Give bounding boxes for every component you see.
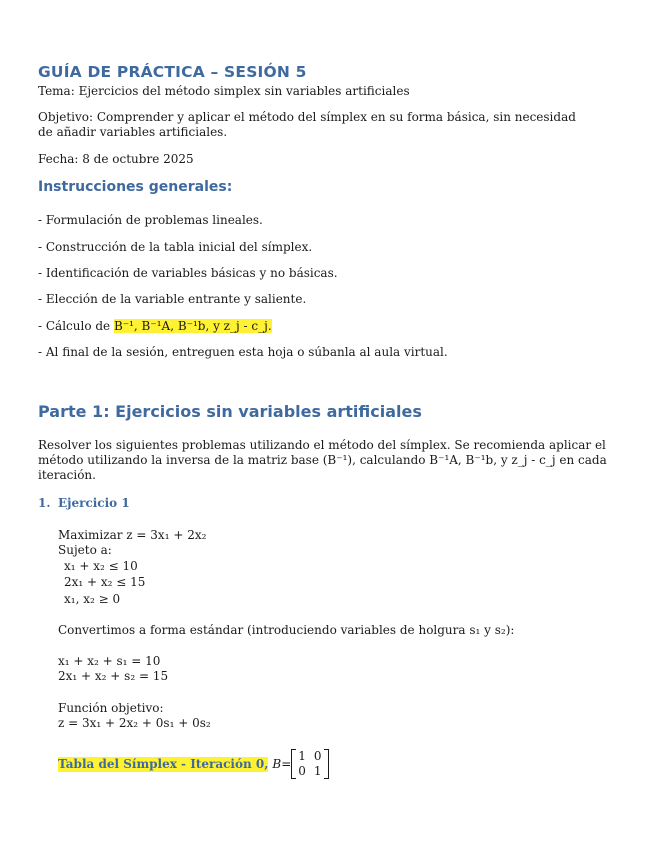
matrix-row xyxy=(296,749,323,764)
page-title: GUÍA DE PRÁCTICA – SESIÓN 5 xyxy=(38,63,307,81)
objective-label: Función objetivo: xyxy=(58,701,164,715)
matrix-row xyxy=(296,764,323,779)
highlighted-formulas: B⁻¹, B⁻¹A, B⁻¹b, y z_j - c_j. xyxy=(113,319,272,333)
instruction-item: - Construcción de la tabla inicial del símplex. xyxy=(38,240,313,254)
instruction-item: - Al final de la sesión, entreguen esta hoja o súbanla al aula virtual. xyxy=(38,345,448,359)
objetivo-paragraph: Objetivo: Comprender y aplicar el método del símplex en su forma básica, sin necesidad de añadir variables artificiales. xyxy=(38,110,576,139)
tabla-heading xyxy=(58,749,329,779)
instruction-item-text: - Cálculo de xyxy=(38,319,114,333)
problem-line: Maximizar z = 3x₁ + 2x₂ xyxy=(58,528,207,542)
matrix-label: B= xyxy=(272,756,292,771)
problem-line: x₁ + x₂ ≤ 10 xyxy=(64,559,138,573)
instruction-item xyxy=(38,319,272,334)
problem-line: 2x₁ + x₂ ≤ 15 xyxy=(64,575,146,589)
matrix-cell: 0 xyxy=(298,764,306,778)
instrucciones-heading: Instrucciones generales: xyxy=(38,179,233,195)
parte1-intro: Resolver los siguientes problemas utilizando el método del símplex. Se recomienda aplicar el método utilizando la inversa de la matriz base (B⁻¹), calculando B⁻¹A, B⁻¹b, y z_j - c_j en cada iteración. xyxy=(38,438,607,482)
fecha-line: Fecha: 8 de octubre 2025 xyxy=(38,152,194,166)
tabla-label: Tabla del Símplex - Iteración 0, xyxy=(58,756,269,771)
matrix-cell: 1 xyxy=(313,764,322,778)
matrix-cell: 1 xyxy=(298,749,306,763)
problem-line: Sujeto a: xyxy=(58,543,112,557)
parte1-heading: Parte 1: Ejercicios sin variables artificiales xyxy=(38,402,422,421)
standard-equation: 2x₁ + x₂ + s₂ = 15 xyxy=(58,669,169,683)
objective-equation: z = 3x₁ + 2x₂ + 0s₁ + 0s₂ xyxy=(58,716,211,730)
tema-line: Tema: Ejercicios del método simplex sin variables artificiales xyxy=(38,84,410,98)
basis-matrix xyxy=(291,749,328,779)
problem-line: x₁, x₂ ≥ 0 xyxy=(64,592,121,606)
standard-form-note: Convertimos a forma estándar (introduciendo variables de holgura s₁ y s₂): xyxy=(58,623,515,637)
standard-equation: x₁ + x₂ + s₁ = 10 xyxy=(58,654,161,668)
ejercicio-number: 1. xyxy=(38,496,51,510)
matrix-cell: 0 xyxy=(313,749,322,763)
instruction-item: - Formulación de problemas lineales. xyxy=(38,213,263,227)
ejercicio-title: Ejercicio 1 xyxy=(58,496,130,510)
instruction-item: - Elección de la variable entrante y saliente. xyxy=(38,292,307,306)
instruction-item: - Identificación de variables básicas y no básicas. xyxy=(38,266,338,280)
